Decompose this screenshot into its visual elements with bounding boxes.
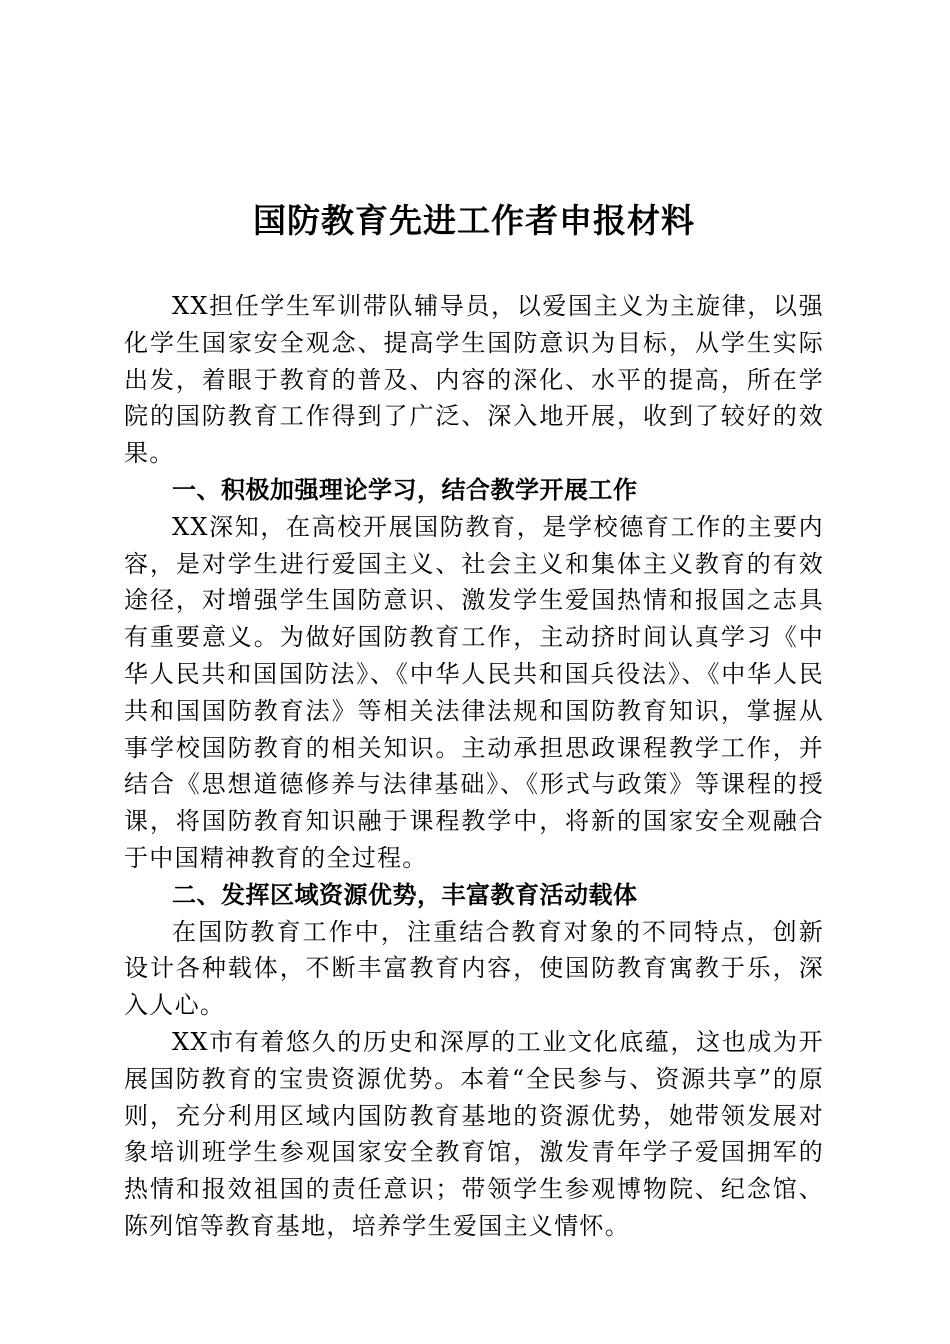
document-body [124, 288, 824, 1245]
section-1-paragraph-1: XX深知，在高校开展国防教育，是学校德育工作的主要内容，是对学生进行爱国主义、社会主义和集体主义教育的有效途径，对增强学生国防意识、激发学生爱国热情和报国之志具有重要意义。为做好国防教育工作，主动挤时间认真学习《中华人民共和国国防法》、《中华人民共和国兵役法》、《中华人民共和国国防教育法》等相关法律法规和国防教育知识，掌握从事学校国防教育的相关知识。主动承担思政课程教学工作，并结合《思想道德修养与法律基础》、《形式与政策》等课程的授课，将国防教育知识融于课程教学中，将新的国家安全观融合于中国精神教育的全过程。 [124, 512, 824, 872]
section-heading-2: 二、发挥区域资源优势，丰富教育活动载体 [172, 880, 638, 909]
intro-paragraph: XX担任学生军训带队辅导员，以爱国主义为主旋律，以强化学生国家安全观念、提高学生国防意识为目标，从学生实际出发，着眼于教育的普及、内容的深化、水平的提高，所在学院的国防教育工作得到了广泛、深入地开展，收到了较好的效果。 [124, 292, 824, 468]
section-heading-1: 一、积极加强理论学习，结合教学开展工作 [172, 475, 638, 504]
section-2-paragraph-1: 在国防教育工作中，注重结合教育对象的不同特点，创新设计各种载体，不断丰富教育内容，使国防教育寓教于乐，深入人心。 [124, 917, 824, 1020]
section-2-paragraph-2: XX市有着悠久的历史和深厚的工业文化底蕴，这也成为开展国防教育的宝贵资源优势。本着“全民参与、资源共享”的原则，充分利用区域内国防教育基地的资源优势，她带领发展对象培训班学生参观国家安全教育馆，激发青年学子爱国拥军的热情和报效祖国的责任意识；带领学生参观博物院、纪念馆、陈列馆等教育基地，培养学生爱国主义情怀。 [124, 1027, 824, 1240]
document-title: 国防教育先进工作者申报材料 [253, 201, 695, 240]
